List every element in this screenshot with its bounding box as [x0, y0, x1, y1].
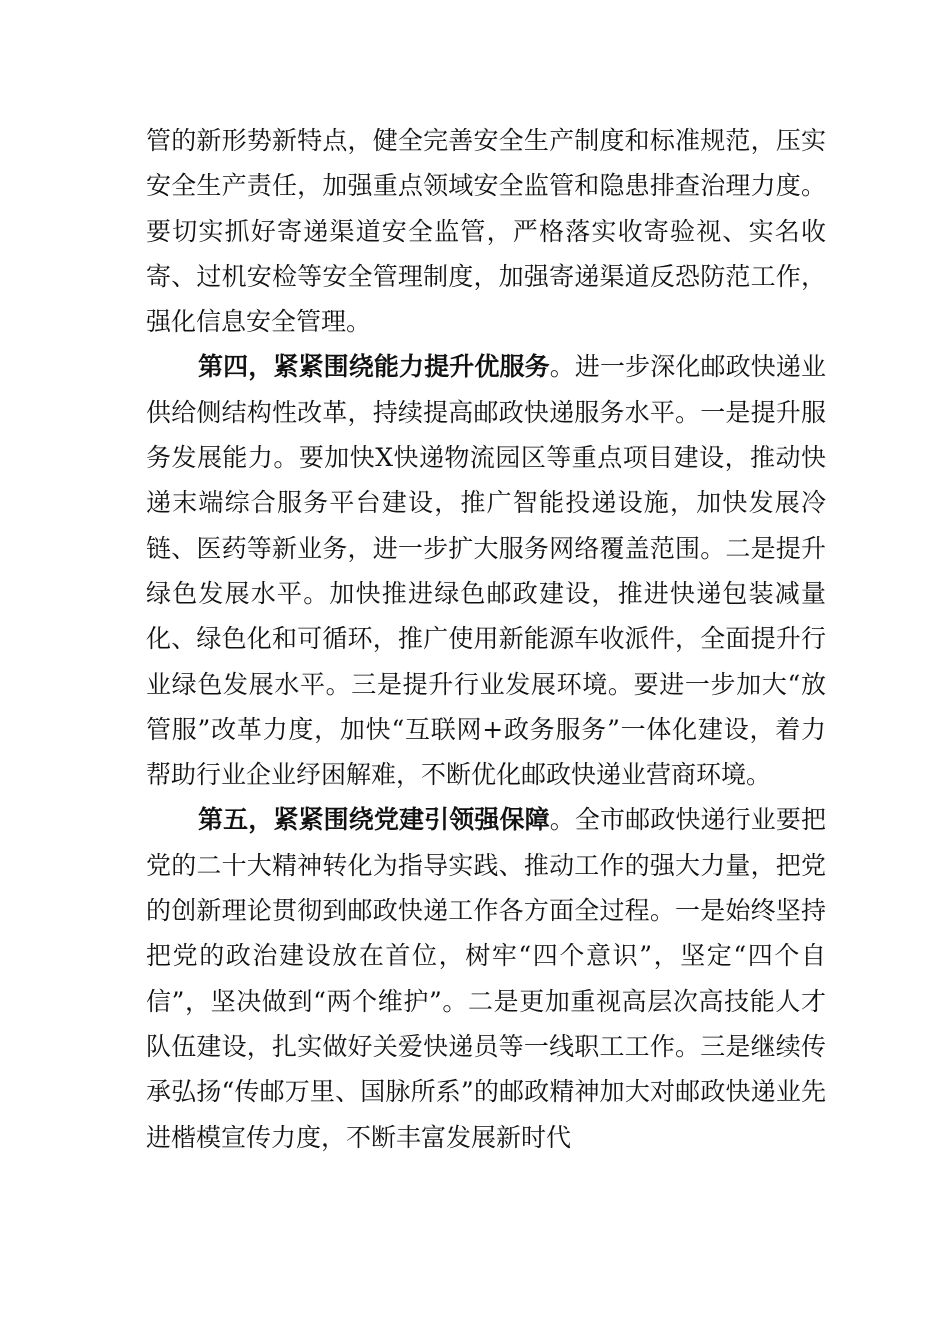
document-body	[146, 118, 826, 1160]
paragraph-safety-continuation	[146, 118, 826, 344]
paragraph-fourth-service	[146, 344, 826, 797]
paragraph-text: 管的新形势新特点，健全完善安全生产制度和标准规范，压实安全生产责任，加强重点领域安全监管和隐患排查治理力度。要切实抓好寄递渠道安全监管，严格落实收寄验视、实名收寄、过机安检等安全管理制度，加强寄递渠道反恐防范工作，强化信息安全管理。	[146, 126, 826, 337]
paragraph-lead-heading: 第五，紧紧围绕党建引领强保障	[198, 805, 550, 835]
paragraph-text: 。全市邮政快递行业要把党的二十大精神转化为指导实践、推动工作的强大力量，把党的创新理论贯彻到邮政快递工作各方面全过程。一是始终坚持把党的政治建设放在首位，树牢“四个意识”，坚定“四个自信”，坚决做到“两个维护”。二是更加重视高层次高技能人才队伍建设，扎实做好关爱快递员等一线职工工作。三是继续传承弘扬“传邮万里、国脉所系”的邮政精神加大对邮政快递业先进楷模宣传力度，不断丰富发展新时代	[146, 805, 826, 1152]
paragraph-text: 。进一步深化邮政快递业供给侧结构性改革，持续提高邮政快递服务水平。一是提升服务发展能力。要加快X快递物流园区等重点项目建设，推动快递末端综合服务平台建设，推广智能投递设施，加快发展冷链、医药等新业务，进一步扩大服务网络覆盖范围。二是提升绿色发展水平。加快推进绿色邮政建设，推进快递包装减量化、绿色化和可循环，推广使用新能源车收派件，全面提升行业绿色发展水平。三是提升行业发展环境。要进一步加大“放管服”改革力度，加快“互联网+政务服务”一体化建设，着力帮助行业企业纾困解难，不断优化邮政快递业营商环境。	[146, 352, 826, 790]
paragraph-lead-heading: 第四，紧紧围绕能力提升优服务	[198, 352, 550, 382]
paragraph-fifth-party-building	[146, 797, 826, 1159]
